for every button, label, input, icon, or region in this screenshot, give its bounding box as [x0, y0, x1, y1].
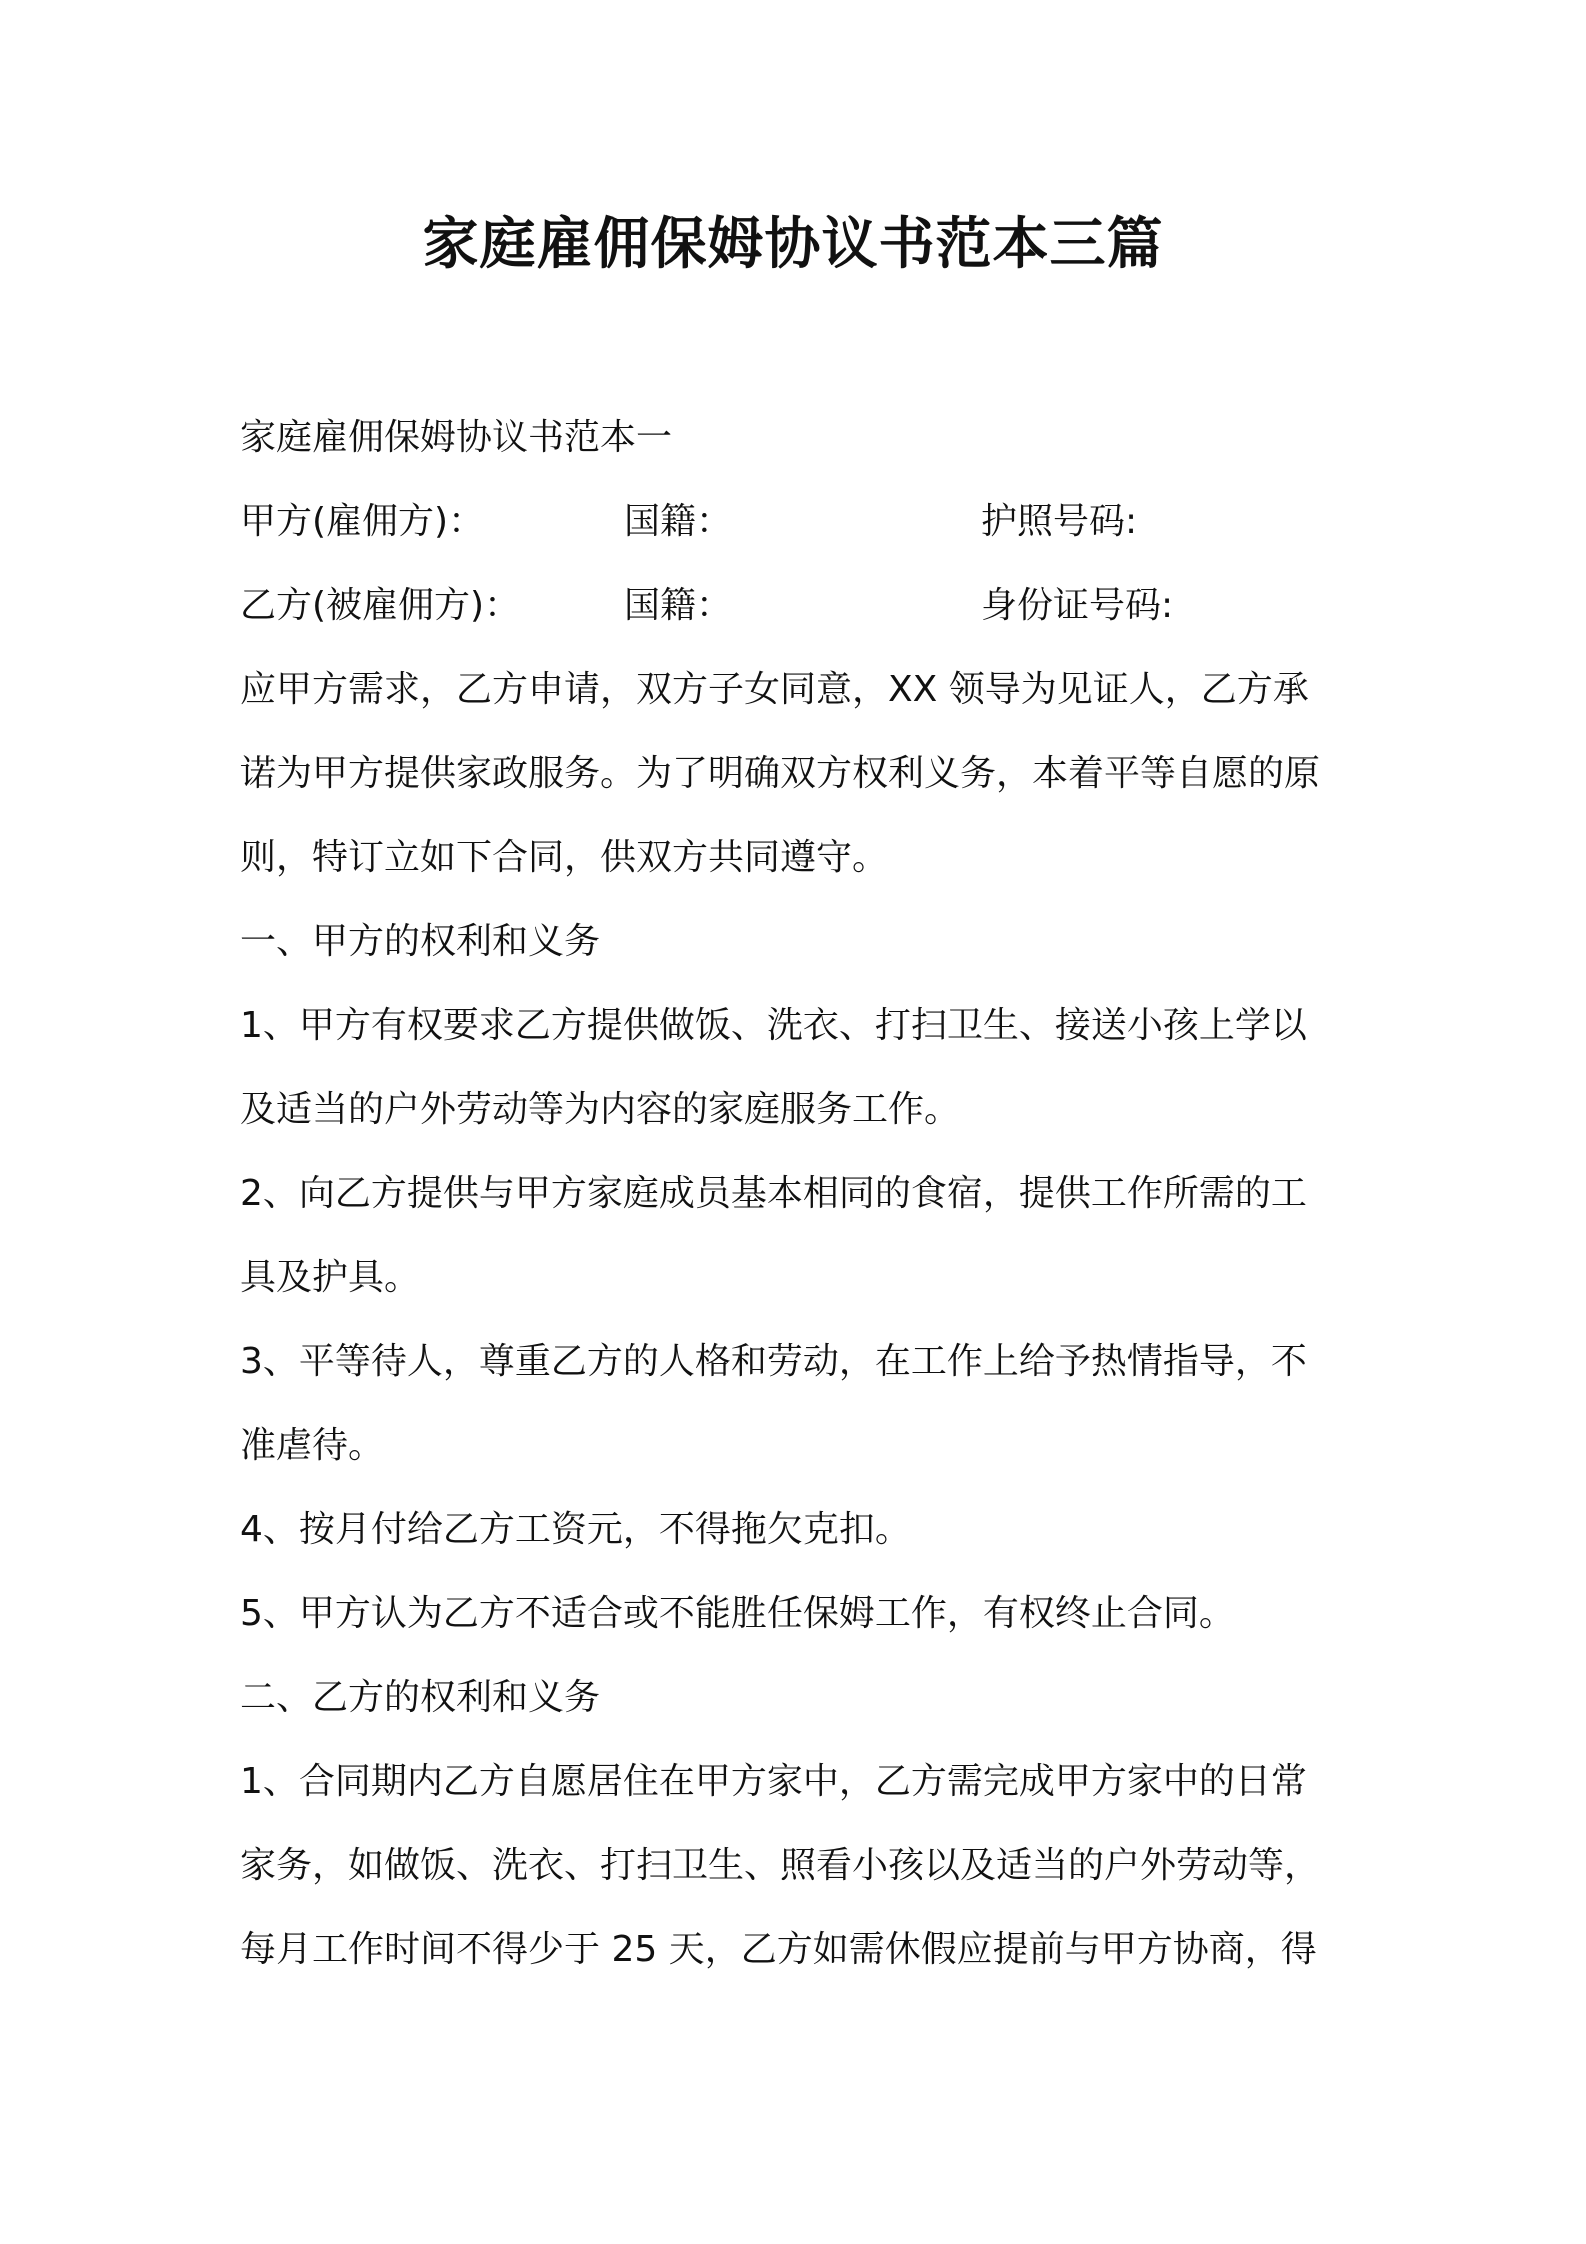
text-line: 1、合同期内乙方自愿居住在甲方家中，乙方需完成甲方家中的日常 — [240, 1761, 1307, 1802]
party-a-passport-label: 护照号码: — [981, 501, 1138, 542]
text-line: 1、甲方有权要求乙方提供做饭、洗衣、打扫卫生、接送小孩上学以 — [240, 1005, 1307, 1046]
party-b-nationality-label: 国籍： — [624, 585, 733, 626]
text-line: 及适当的户外劳动等为内容的家庭服务工作。 — [240, 1089, 961, 1130]
party-a-label: 甲方(雇佣方)： — [240, 501, 485, 542]
party-b-label: 乙方(被雇佣方)： — [240, 585, 521, 626]
section-subtitle: 家庭雇佣保姆协议书范本一 — [240, 417, 673, 458]
text-line: 准虐待。 — [240, 1425, 385, 1466]
text-line: 则，特订立如下合同，供双方共同遵守。 — [240, 837, 889, 878]
text-line: 4、按月付给乙方工资元，不得拖欠克扣。 — [240, 1509, 911, 1550]
text-line: 诺为甲方提供家政服务。为了明确双方权利义务，本着平等自愿的原 — [240, 753, 1321, 794]
party-a-nationality-label: 国籍： — [624, 501, 733, 542]
party-b-row — [240, 564, 1350, 648]
party-a-row — [240, 480, 1350, 564]
party-b-id-label: 身份证号码: — [981, 585, 1174, 626]
text-line: 具及护具。 — [240, 1257, 421, 1298]
text-line: 2、向乙方提供与甲方家庭成员基本相同的食宿，提供工作所需的工 — [240, 1173, 1307, 1214]
document-title: 家庭雇佣保姆协议书范本三篇 — [422, 212, 1164, 277]
text-line: 每月工作时间不得少于 25 天，乙方如需休假应提前与甲方协商，得 — [240, 1929, 1317, 1970]
text-line: 应甲方需求，乙方申请，双方子女同意，XX 领导为见证人，乙方承 — [240, 669, 1309, 710]
text-line: 3、平等待人，尊重乙方的人格和劳动，在工作上给予热情指导，不 — [240, 1341, 1307, 1382]
text-line: 5、甲方认为乙方不适合或不能胜任保姆工作，有权终止合同。 — [240, 1593, 1235, 1634]
section-heading: 二、乙方的权利和义务 — [240, 1677, 601, 1718]
document-body — [240, 396, 1350, 1992]
section-heading: 一、甲方的权利和义务 — [240, 921, 601, 962]
text-line: 家务，如做饭、洗衣、打扫卫生、照看小孩以及适当的户外劳动等， — [240, 1845, 1321, 1886]
